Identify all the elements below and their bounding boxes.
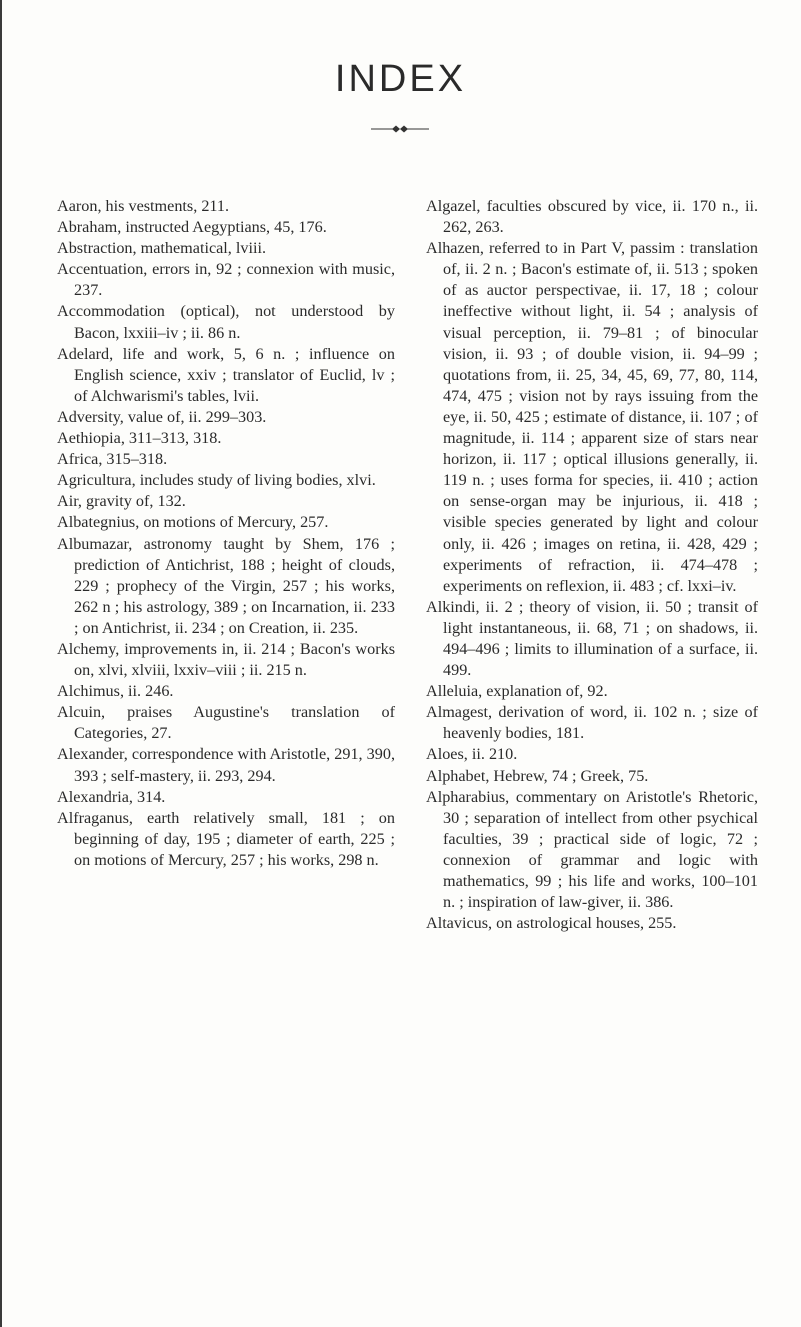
index-entry: Accentuation, errors in, 92 ; connexion with music, 237. [57, 260, 395, 300]
ornament-divider-icon [371, 122, 429, 136]
index-entry: Abraham, instructed Aegyptians, 45, 176. [57, 218, 327, 237]
index-entry: Almagest, derivation of word, ii. 102 n. ; size of heavenly bodies, 181. [426, 703, 758, 743]
index-entry: Alkindi, ii. 2 ; theory of vision, ii. 50 ; transit of light instantaneous, ii. 68, 71 ; on shadows, ii. 494–496 ; limits to illumination of a surface, ii. 499. [426, 597, 758, 680]
index-entry: Alexander, correspondence with Aristotle, 291, 390, 393 ; self-mastery, ii. 293, 294. [57, 745, 395, 785]
index-entry: Adelard, life and work, 5, 6 n. ; influence on English science, xxiv ; translator of Euclid, lv ; of Alchwarismi's tables, lvii. [57, 344, 395, 405]
index-entry: Albategnius, on motions of Mercury, 257. [57, 513, 329, 532]
index-entry: Accommodation (optical), not understood by Bacon, lxxiii–iv ; ii. 86 n. [57, 302, 395, 342]
page-edge-line [0, 0, 2, 1327]
index-entry: Aloes, ii. 210. [426, 745, 518, 764]
page-title: INDEX [334, 58, 467, 100]
index-entry: Albumazar, astronomy taught by Shem, 176 ; prediction of Antichrist, 188 ; height of clouds, 229 ; prophecy of the Virgin, 257 ; his works, 262 n ; his astrology, 389 ; on Incarnation, ii. 233 ; on Antichrist, ii. 234 ; on Creation, ii. 235. [57, 534, 395, 637]
index-entry: Alphabet, Hebrew, 74 ; Greek, 75. [426, 766, 649, 785]
index-entry: Alpharabius, commentary on Aristotle's Rhetoric, 30 ; separation of intellect from other psychical faculties, 39 ; practical side of logic, 72 ; connexion of grammar and logic with mathematics, 99 ; his life and works, 100–101 n. ; inspiration of law-giver, ii. 386. [426, 787, 758, 912]
index-entry: Adversity, value of, ii. 299–303. [57, 407, 267, 426]
index-entry: Alhazen, referred to in Part V, passim : translation of, ii. 2 n. ; Bacon's estimate of, ii. 513 ; spoken of as auctor perspectivae, ii. 17, 18 ; colour ineffective without light, ii. 54 ; analysis of visual perception, ii. 79–81 ; of binocular vision, ii. 93 ; of double vision, ii. 94–99 ; quotations from, ii. 25, 34, 45, 69, 77, 80, 114, 474, 475 ; vision not by rays issuing from the eye, ii. 50, 425 ; estimate of distance, ii. 107 ; of magnitude, ii. 114 ; apparent size of stars near horizon, ii. 117 ; optical illusions generally, ii. 119 n. ; uses forma for species, ii. 410 ; action on sense-organ may be injurious, ii. 418 ; visible species generated by light and colour only, ii. 426 ; images on retina, ii. 428, 429 ; experiments of refraction, ii. 474–478 ; experiments on reflexion, ii. 483 ; cf. lxxi–iv. [426, 239, 758, 595]
index-entry: Abstraction, mathematical, lviii. [57, 239, 267, 258]
index-entry: Alcuin, praises Augustine's translation of Categories, 27. [57, 703, 395, 743]
index-entry: Alleluia, explanation of, 92. [426, 682, 608, 701]
index-entry: Alchimus, ii. 246. [57, 682, 174, 701]
index-entry: Aaron, his vestments, 211. [57, 197, 230, 215]
index-entry: Air, gravity of, 132. [57, 492, 186, 511]
index-entry: Alfraganus, earth relatively small, 181 ; on beginning of day, 195 ; diameter of earth, 225 ; on motions of Mercury, 257 ; his works, 298 n. [57, 808, 395, 869]
index-entry: Alexandria, 314. [57, 787, 166, 806]
index-entry: Alchemy, improvements in, ii. 214 ; Bacon's works on, xlvi, xlviii, lxxiv–viii ; ii. 215 n. [57, 639, 395, 680]
index-column-right [426, 196, 758, 934]
index-column-left [57, 196, 395, 871]
index-entry: Agricultura, includes study of living bodies, xlvi. [57, 471, 376, 490]
index-entry: Africa, 315–318. [57, 450, 168, 469]
index-entry: Aethiopia, 311–313, 318. [57, 429, 222, 448]
index-entry: Altavicus, on astrological houses, 255. [426, 914, 677, 933]
index-entry: Algazel, faculties obscured by vice, ii. 170 n., ii. 262, 263. [426, 197, 758, 237]
